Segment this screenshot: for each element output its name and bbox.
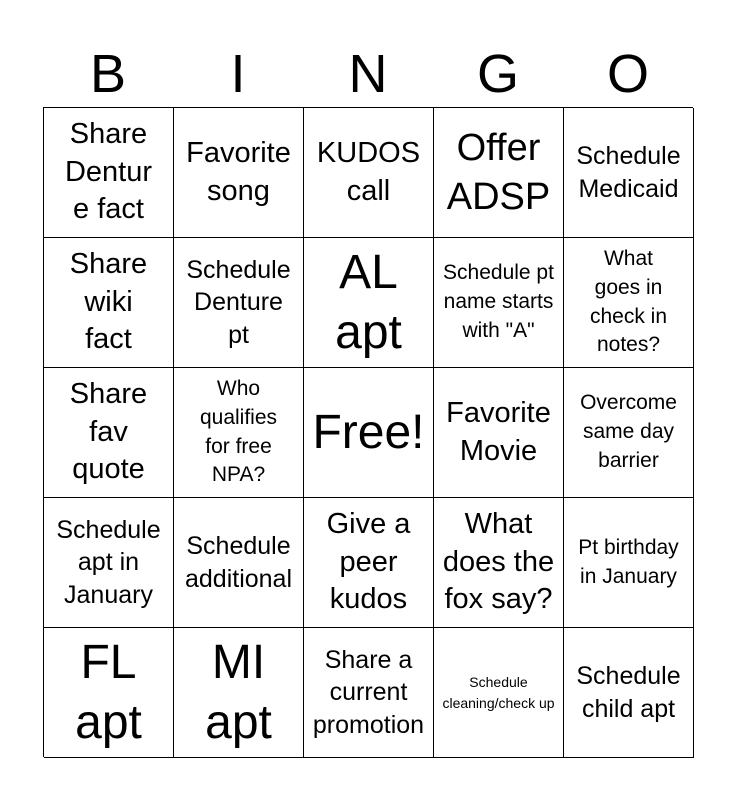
cell-text: Schedule Denture pt	[186, 255, 291, 349]
bingo-cell-r1c2[interactable]	[174, 108, 304, 238]
cell-text: Schedule additional	[184, 532, 293, 593]
bingo-cell-r3c2[interactable]	[174, 368, 304, 498]
bingo-cell-r3c1[interactable]	[44, 368, 174, 498]
bingo-cell-r5c3[interactable]	[304, 628, 434, 758]
cell-text: Share a current promotion	[312, 645, 425, 739]
bingo-cell-r2c2[interactable]	[174, 238, 304, 368]
bingo-cell-r2c5[interactable]	[564, 238, 694, 368]
bingo-header	[43, 40, 693, 108]
cell-text: Share wiki fact	[69, 247, 148, 356]
bingo-cell-r1c4[interactable]	[434, 108, 564, 238]
cell-text: AL apt	[335, 245, 402, 359]
cell-text: KUDOS call	[316, 136, 421, 207]
cell-text: Schedule pt name starts with "A"	[443, 261, 554, 342]
bingo-cell-r1c3[interactable]	[304, 108, 434, 238]
bingo-cell-r4c2[interactable]	[174, 498, 304, 628]
cell-text: Schedule child apt	[576, 662, 681, 723]
bingo-board	[43, 107, 693, 757]
bingo-cell-r4c4[interactable]	[434, 498, 564, 628]
cell-text: Favorite song	[186, 136, 291, 207]
bingo-cell-r2c3[interactable]	[304, 238, 434, 368]
cell-text: MI apt	[205, 635, 272, 749]
cell-text: What does the fox say?	[442, 507, 555, 616]
bingo-cell-r2c4[interactable]	[434, 238, 564, 368]
cell-text: Free!	[312, 405, 425, 459]
cell-text: Pt birthday in January	[578, 535, 679, 588]
bingo-cell-r5c1[interactable]	[44, 628, 174, 758]
cell-text: Schedule Medicaid	[576, 142, 681, 203]
header-letter-n: N	[348, 44, 388, 104]
header-letter-i: I	[230, 44, 246, 104]
bingo-cell-r1c5[interactable]	[564, 108, 694, 238]
bingo-cell-r3c3[interactable]	[304, 368, 434, 498]
cell-text: Offer ADSP	[446, 126, 551, 218]
cell-text: FL apt	[75, 635, 142, 749]
cell-text: Who qualifies for free NPA?	[199, 376, 278, 487]
header-letter-o: O	[606, 44, 649, 104]
cell-text: Schedule apt in January	[56, 515, 161, 609]
cell-text: Favorite Movie	[446, 396, 551, 467]
cell-text: Give a peer kudos	[326, 507, 411, 616]
bingo-cell-r1c1[interactable]	[44, 108, 174, 238]
cell-text: Share fav quote	[69, 377, 148, 486]
bingo-cell-r5c4[interactable]	[434, 628, 564, 758]
bingo-cell-r5c2[interactable]	[174, 628, 304, 758]
bingo-cell-r5c5[interactable]	[564, 628, 694, 758]
cell-text: What goes in check in notes?	[589, 246, 668, 357]
cell-text: Share Denture fact	[64, 117, 153, 226]
bingo-cell-r3c4[interactable]	[434, 368, 564, 498]
header-letter-b: B	[89, 44, 127, 104]
bingo-cell-r4c1[interactable]	[44, 498, 174, 628]
header-letter-g: G	[476, 44, 519, 104]
bingo-cell-r4c3[interactable]	[304, 498, 434, 628]
bingo-cell-r3c5[interactable]	[564, 368, 694, 498]
bingo-cell-r2c1[interactable]	[44, 238, 174, 368]
bingo-cell-r4c5[interactable]	[564, 498, 694, 628]
cell-text: Schedule cleaning/check up	[442, 674, 555, 711]
cell-text: Overcome same day barrier	[580, 391, 677, 472]
